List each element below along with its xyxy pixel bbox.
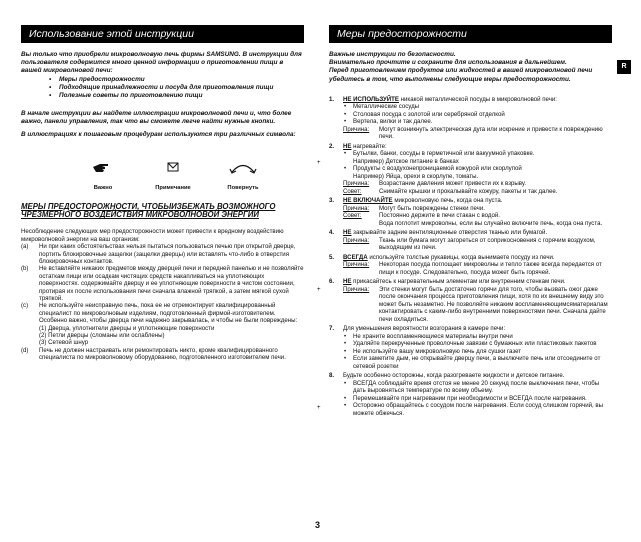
item-text: Ни при каких обстоятельствах нельзя пытаться пользоваться печью при открытой дверце, портить блокировочные защелки (защелки дверцы) или вставлять что-либо в отверстия блокировочных контактов.	[39, 243, 296, 266]
tip-text: Снимайте крышки и прокалывайте кожуру, пакеты и так далее.	[379, 187, 558, 195]
reason-label: Причина:	[343, 261, 370, 269]
sub-item: (1) Дверца, уплотнители дверцы и уплотняющие поверхности	[39, 324, 215, 332]
margin-marker: +	[317, 160, 321, 166]
precaution-item	[21, 302, 304, 346]
item-keyword: НЕ ВКЛЮЧАЙТЕ	[343, 197, 393, 205]
symbol-legend	[73, 159, 273, 191]
intro-line: Перед приготовлением продуктов или жидкостей в вашей микроволновой печи убедитесь в том, что выполнены следующие меры предосторожности.	[329, 67, 593, 83]
symbol-important	[73, 159, 133, 191]
symbol-label: Примечание	[155, 184, 191, 191]
item-text: Для уменьшения вероятности возгорания в камере печи:	[343, 325, 506, 333]
symbol-note	[143, 159, 203, 191]
item-bullet: • Продукты с воздухонепроницаемой кожурой или скорлупой	[343, 165, 612, 173]
reason-row	[343, 286, 612, 324]
left-header: Использование этой инструкции	[21, 25, 304, 43]
item-text: Будьте особенно осторожны, когда разогреваете жидкости и детское питание.	[343, 372, 565, 380]
safety-item	[329, 372, 612, 417]
item-text: никакой металлической посуды в микроволновой печи:	[400, 95, 557, 103]
turn-icon	[228, 159, 258, 175]
margin-marker: +	[317, 287, 321, 293]
intro-line: Внимательно прочтите и сохраните для использования в дальнейшем.	[329, 59, 567, 67]
item-example: Например) Яйца, орехи в скорлупе, томаты.	[353, 172, 479, 180]
item-keyword: НЕ	[343, 229, 352, 237]
item-label: (a)	[21, 243, 29, 251]
reason-text: Могут возникнуть электрическая дуга или искрение и привести к повреждению печи.	[379, 125, 603, 141]
item-label: (d)	[21, 346, 29, 354]
item-label: (b)	[21, 265, 29, 273]
item-bullet: • Осторожно обращайтесь с сосудом после нагревания. Если сосуд слишком горячий, вы можете обжечься.	[343, 402, 612, 417]
tip-label: Совет:	[343, 212, 362, 220]
intro-bullets	[21, 76, 304, 101]
right-header: Меры предосторожности	[329, 25, 612, 43]
precaution-item	[21, 265, 304, 302]
reason-label: Причина:	[343, 204, 370, 212]
reason-label: Причина:	[343, 236, 370, 244]
right-column	[329, 25, 612, 417]
reason-row	[343, 126, 612, 141]
item-number: 2.	[329, 142, 335, 150]
language-tab: R	[617, 60, 631, 74]
sub-item: (2) Петли дверцы (сломаны или ослаблены)	[39, 332, 165, 340]
precaution-list	[21, 243, 304, 362]
tip-text: Постоянно держите в печи стакан с водой.	[379, 212, 500, 220]
item-keyword: ВСЕГДА	[343, 253, 368, 261]
safety-item	[329, 254, 612, 277]
item-text: прикасайтесь к нагревательным элементам или внутренним стенкам печи.	[353, 278, 566, 286]
tip-row	[343, 212, 612, 220]
item-number: 1.	[329, 95, 335, 103]
item-bullet: • Не храните воспламеняющиеся материалы внутри печи	[343, 333, 612, 341]
item-bullet: • Вертела, вилки и так далее.	[343, 118, 612, 126]
item-text: нагревайте:	[353, 142, 387, 150]
item-label: (c)	[21, 302, 29, 310]
item-text: закрывайте задние вентиляционные отверстия тканью или бумагой.	[353, 229, 548, 237]
warning-intro: Несоблюдение следующих мер предосторожности может привести к вредному воздействию микроволновой энергии на ваш организм:	[21, 228, 284, 243]
reason-text: Возрастание давления может привести их к взрыву.	[379, 180, 527, 188]
symbols-paragraph: В иллюстрациях к пошаговым процедурам используются три различных символа:	[21, 130, 296, 138]
item-text: микроволновую печь, когда она пуста.	[394, 197, 503, 205]
item-text-extra: Особенно важно, чтобы дверца печи надежно закрывалась, и чтобы не были повреждены:	[39, 317, 298, 325]
item-number: 5.	[329, 253, 335, 261]
item-text: Не используйте неисправную печь, пока ее не отремонтирует квалифицированный специалист по микроволновым изделиям, подготовленный фирмой-изготовителем.	[39, 302, 276, 317]
item-number: 8.	[329, 372, 335, 380]
sub-item: (3) Сетевой шнур	[39, 339, 89, 347]
intro-paragraph: Вы только что приобрели микроволновую печь фирмы SAMSUNG. В инструкции для пользователя содержится много ценной информации о приготовлении пищи в вашей микроволновой печи:	[21, 51, 302, 75]
safety-item	[329, 325, 612, 370]
item-number: 7.	[329, 325, 335, 333]
safety-item	[329, 229, 612, 252]
reason-label: Причина:	[343, 285, 370, 293]
item-bullet: • Если заметите дым, не открывайте дверцу печи, а выключите печь или отсоедините от сетевой розетки	[343, 355, 612, 370]
safety-item	[329, 96, 612, 141]
item-bullet: • Перемешивайте при нагревании при необходимости и ВСЕГДА после нагревания.	[343, 395, 612, 403]
precaution-item	[21, 243, 304, 265]
page-number: 3	[315, 520, 321, 530]
item-bullet: • Не используйте вашу микроволновую печь для сушки газет	[343, 348, 612, 356]
intro-bullet: • Полезные советы по приготовлению пищи	[59, 92, 304, 100]
panel-paragraph: В начале инструкции вы найдете иллюстрации микроволновой печи и, что более важно, панели управления, так что вы сможете легче найти нужные кнопки.	[21, 110, 292, 126]
reason-row	[343, 261, 612, 276]
item-bullet: • Бутылки, банки, сосуды в герметичной или вакуумной упаковке.	[343, 150, 612, 158]
precaution-item	[21, 347, 304, 362]
item-keyword: НЕ	[343, 278, 352, 286]
tip-row	[343, 188, 612, 196]
symbol-label: Повернуть	[227, 184, 259, 191]
reason-text: Могут быть повреждены стенки печи.	[379, 204, 485, 212]
hand-icon	[92, 159, 114, 175]
item-bullet: • Металлические сосуды	[343, 103, 612, 111]
item-text: Печь не должен настраивать или ремонтировать никто, кроме квалифицированного специалиста по микроволновому оборудованию, подготовленного изготовителем печи.	[39, 346, 286, 362]
item-text: используйте толстые рукавицы, когда вынимаете посуду из печи.	[369, 253, 555, 261]
intro-bullet: • Меры предосторожности	[59, 76, 304, 84]
intro-bullet: • Подходящие принадлежности и посуда для приготовления пищи	[59, 84, 304, 92]
item-keyword: НЕ ИСПОЛЬЗУЙТЕ	[343, 95, 399, 103]
item-number: 4.	[329, 229, 335, 237]
item-number: 6.	[329, 278, 335, 286]
warning-title: МЕРЫ ПРЕДОСТОРОЖНОСТИ, ЧТОБЫИЗБЕЖАТЬ ВОЗМОЖНОГО ЧРЕЗМЕРНОГО ВОЗДЕЙСТВИЯ МИКРОВОЛНОВОЙ ЭНЕРГИИ	[21, 201, 276, 220]
reason-text: Некоторая посуда поглощает микроволны и тепло также всегда передается от пищи к посуде. Следовательно, посуда может быть горячей.	[379, 261, 602, 276]
safety-item	[329, 197, 612, 227]
reason-row	[343, 237, 612, 252]
margin-marker: +	[317, 405, 321, 411]
item-keyword: НЕ	[343, 142, 352, 150]
item-bullet: • ВСЕГДА соблюдайте время отстоя не менее 20 секунд после выключения печи, чтобы дать выровняться температуре по всему объему.	[343, 380, 612, 395]
reason-label: Причина:	[343, 180, 370, 188]
item-example: Например) Детское питание в банках	[353, 157, 459, 165]
note-icon	[166, 159, 180, 175]
tip-text-extra: Вода поглотит микроволны, если вы случайно включите печь, когда она пуста.	[379, 219, 603, 227]
safety-item	[329, 278, 612, 323]
item-number: 3.	[329, 197, 335, 205]
reason-text: Эти стенки могут быть достаточно горячи для того, чтобы вызвать ожог даже после окончания процесса приготовления пищи, хотя по их внешнему виду это может быть незаметно. Не позволяйте никаким воспламеняющимсяматериалам контактировать с каким-либо внутренними поверхностями печи. Сначала дайте печи охладиться.	[379, 285, 608, 323]
right-intro	[329, 51, 612, 84]
left-column	[21, 25, 304, 362]
intro-line: Важные инструкции по безопасности.	[329, 51, 456, 58]
reason-label: Причина:	[343, 125, 370, 133]
safety-list	[329, 96, 612, 418]
item-bullet: • Удаляйте перекрученные проволочные завязки с бумажных или пластиковых пакетов	[343, 340, 612, 348]
reason-row	[343, 205, 612, 213]
reason-row	[343, 180, 612, 188]
item-bullet: • Столовая посуда с золотой или серебряной отделкой	[343, 111, 612, 119]
symbol-turn	[213, 159, 273, 191]
safety-item	[329, 143, 612, 196]
reason-text: Ткань или бумага могут загореться от соприкосновения с горячим воздухом, выходящим из печи.	[379, 236, 596, 252]
tip-label: Совет:	[343, 187, 362, 195]
item-text: Не вставляйте никаких предметов между дверцей печи и передней панелью и не позволяйте остаткам пищи или осадкам чистящих средств накапливаться на уплотняющих поверхностях. содержимайте дверцу и ее уплотняющие поверхности в чистом состоянии, протирая их после использования печи сначала влажной тряпкой, а затем мягкой сухой тряпкой.	[39, 265, 304, 303]
symbol-label: Важно	[93, 184, 113, 191]
